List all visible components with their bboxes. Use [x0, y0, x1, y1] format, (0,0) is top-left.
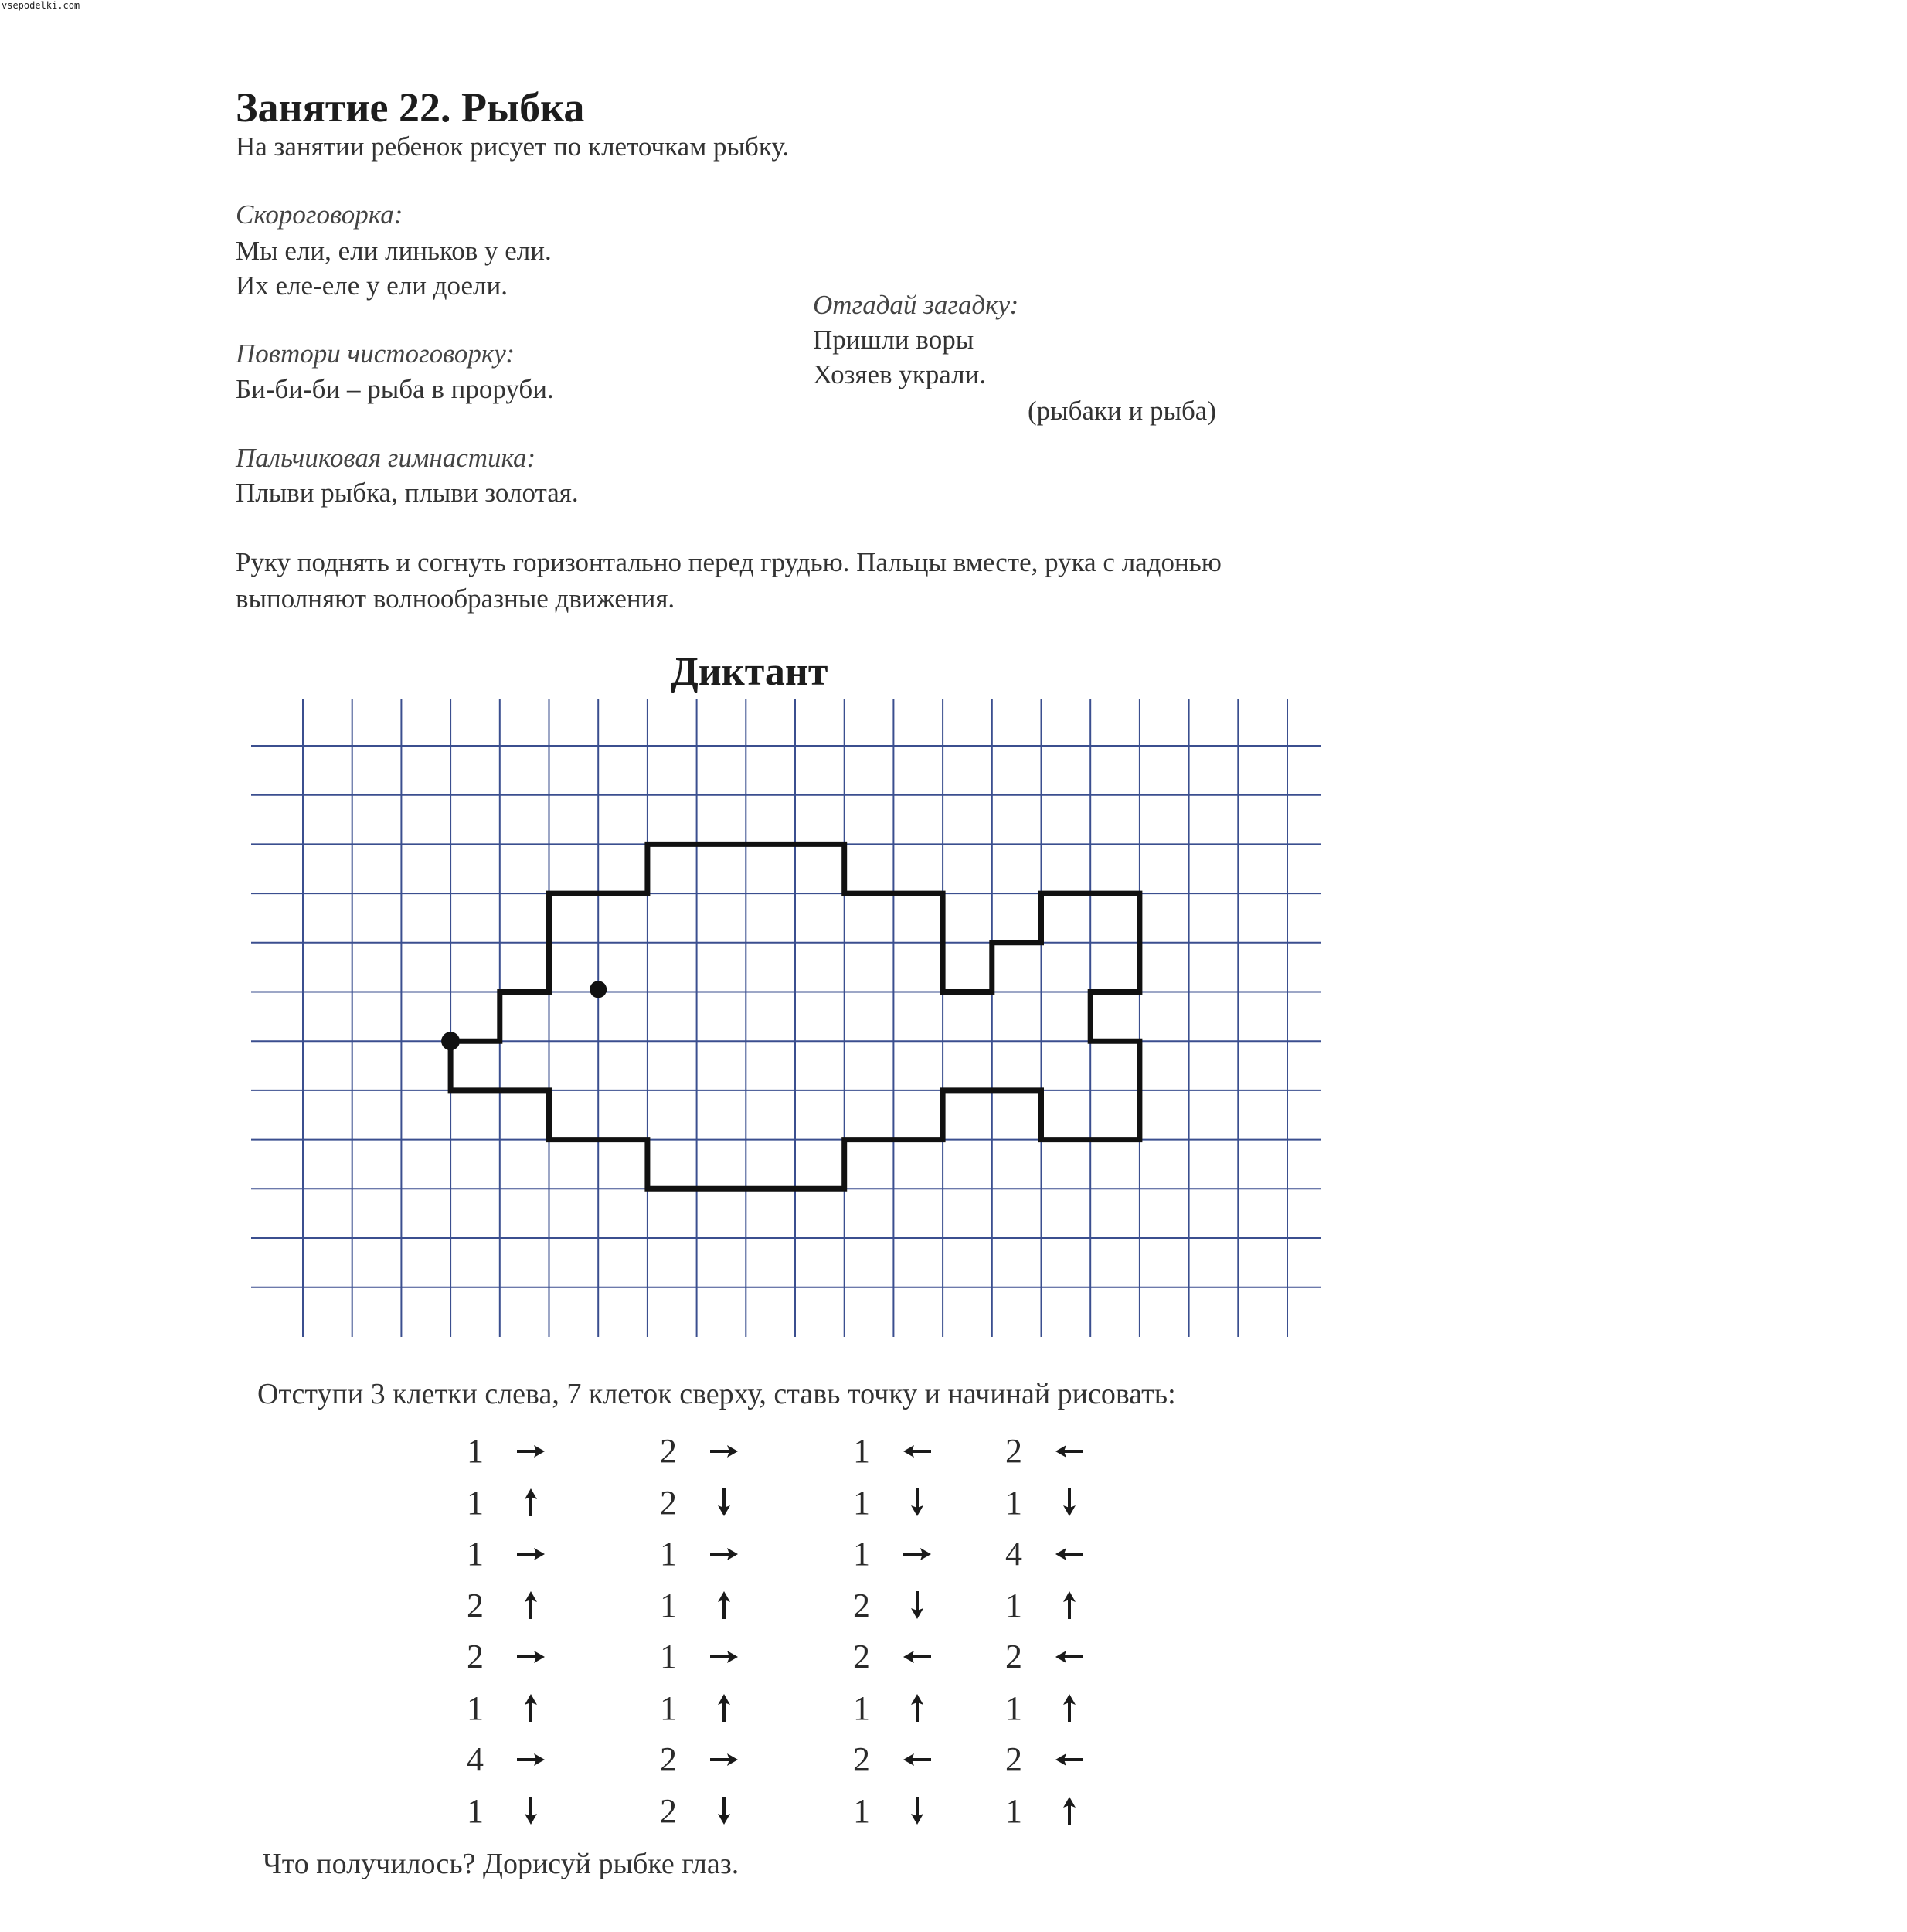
lesson-title: Занятие 22. Рыбка [236, 84, 585, 131]
riddle-line: Пришли воры [813, 325, 974, 355]
step-count: 2 [467, 1586, 484, 1624]
step-count: 1 [853, 1483, 870, 1522]
step-count: 1 [853, 1432, 870, 1470]
dictation-step [653, 1791, 743, 1831]
step-count: 2 [467, 1638, 484, 1675]
riddle-heading: Отгадай загадку: [813, 290, 1019, 320]
step-count: 2 [1005, 1740, 1022, 1778]
step-count: 2 [1005, 1638, 1022, 1675]
arrow-right-icon [705, 1743, 743, 1777]
dictation-step [998, 1431, 1088, 1471]
step-count: 1 [1005, 1791, 1022, 1830]
tongue-twister-line: Мы ели, ели линьков у ели. [236, 236, 552, 266]
step-count: 2 [853, 1740, 870, 1778]
pure-saying-heading: Повтори чистоговорку: [236, 338, 515, 369]
dictation-step [998, 1740, 1088, 1779]
step-count: 2 [853, 1586, 870, 1624]
finger-gym-description: Руку поднять и согнуть горизонтально перед грудью. Пальцы вместе, рука с ладонью [236, 547, 1222, 577]
dictation-step [460, 1689, 549, 1728]
step-count: 2 [853, 1638, 870, 1675]
final-question: Что получилось? Дорисуй рыбке глаз. [263, 1848, 739, 1880]
finger-gym-description: выполняют волнообразные движения. [236, 583, 675, 614]
arrow-down-icon [512, 1794, 549, 1828]
arrow-left-icon [899, 1743, 936, 1777]
step-count: 4 [1005, 1535, 1022, 1573]
arrow-up-icon [1051, 1588, 1088, 1622]
arrow-right-icon [705, 1434, 743, 1468]
step-count: 1 [660, 1638, 677, 1675]
step-count: 1 [467, 1483, 484, 1522]
dictation-step [998, 1483, 1088, 1522]
step-count: 1 [660, 1586, 677, 1624]
grid-lines [251, 699, 1321, 1337]
arrow-down-icon [1051, 1485, 1088, 1519]
step-count: 4 [467, 1740, 484, 1778]
arrow-left-icon [899, 1434, 936, 1468]
dictation-step [460, 1586, 549, 1625]
dictation-step [998, 1637, 1088, 1676]
step-count: 2 [660, 1740, 677, 1778]
tongue-twister-line: Их еле-еле у ели доели. [236, 270, 508, 301]
step-count: 1 [853, 1689, 870, 1727]
dictation-step [653, 1534, 743, 1573]
dictation-step [460, 1740, 549, 1779]
tongue-twister-heading: Скороговорка: [236, 199, 403, 230]
dictation-step [653, 1431, 743, 1471]
dictation-step [846, 1586, 936, 1625]
step-count: 1 [467, 1791, 484, 1830]
step-count: 1 [1005, 1586, 1022, 1624]
arrow-up-icon [512, 1691, 549, 1725]
dictation-step [846, 1431, 936, 1471]
dictation-title: Диктант [671, 650, 828, 694]
arrow-left-icon [1051, 1537, 1088, 1571]
dictation-step [460, 1791, 549, 1831]
arrow-up-icon [512, 1485, 549, 1519]
arrow-right-icon [512, 1434, 549, 1468]
step-count: 1 [853, 1535, 870, 1573]
arrow-down-icon [705, 1794, 743, 1828]
finger-gym-heading: Пальчиковая гимнастика: [236, 443, 536, 473]
dictation-step [460, 1637, 549, 1676]
dictation-instruction: Отступи 3 клетки слева, 7 клеток сверху, ставь точку и начинай рисовать: [257, 1378, 1176, 1410]
start-dot [441, 1032, 460, 1050]
watermark: vsepodelki.com [2, 0, 80, 11]
dictation-step [998, 1534, 1088, 1573]
step-count: 1 [467, 1535, 484, 1573]
arrow-up-icon [512, 1588, 549, 1622]
dictation-step [460, 1431, 549, 1471]
arrow-right-icon [705, 1537, 743, 1571]
arrow-down-icon [899, 1794, 936, 1828]
arrow-right-icon [512, 1743, 549, 1777]
arrow-right-icon [512, 1640, 549, 1674]
dictation-step [846, 1689, 936, 1728]
dictation-step [846, 1791, 936, 1831]
arrow-up-icon [1051, 1794, 1088, 1828]
dictation-step [998, 1586, 1088, 1625]
arrow-down-icon [899, 1485, 936, 1519]
arrow-up-icon [705, 1691, 743, 1725]
dictation-step [846, 1534, 936, 1573]
dictation-step [846, 1740, 936, 1779]
dictation-step [653, 1483, 743, 1522]
dictation-step [846, 1637, 936, 1676]
arrow-left-icon [899, 1640, 936, 1674]
riddle-line: Хозяев украли. [813, 359, 987, 389]
fish-eye-dot [590, 981, 607, 998]
step-count: 1 [1005, 1483, 1022, 1522]
riddle-answer: (рыбаки и рыба) [1028, 396, 1216, 426]
arrow-up-icon [705, 1588, 743, 1622]
arrow-right-icon [899, 1537, 936, 1571]
arrow-down-icon [705, 1485, 743, 1519]
step-count: 1 [467, 1432, 484, 1470]
arrow-right-icon [512, 1537, 549, 1571]
dictation-step [653, 1586, 743, 1625]
step-count: 1 [853, 1791, 870, 1830]
lesson-intro: На занятии ребенок рисует по клеточкам рыбку. [236, 131, 790, 162]
arrow-left-icon [1051, 1743, 1088, 1777]
step-count: 2 [1005, 1432, 1022, 1470]
dictation-step [998, 1689, 1088, 1728]
finger-gym-line: Плыви рыбка, плыви золотая. [236, 478, 579, 508]
dictation-step [460, 1483, 549, 1522]
dictation-step [653, 1740, 743, 1779]
step-count: 1 [467, 1689, 484, 1727]
dictation-step [998, 1791, 1088, 1831]
pure-saying-line: Би-би-би – рыба в проруби. [236, 374, 554, 404]
dictation-step [460, 1534, 549, 1573]
arrow-right-icon [705, 1640, 743, 1674]
step-count: 2 [660, 1432, 677, 1470]
step-count: 1 [660, 1535, 677, 1573]
arrow-up-icon [899, 1691, 936, 1725]
step-count: 2 [660, 1483, 677, 1522]
step-count: 1 [660, 1689, 677, 1727]
step-count: 2 [660, 1791, 677, 1830]
arrow-left-icon [1051, 1640, 1088, 1674]
dictation-step [653, 1689, 743, 1728]
arrow-down-icon [899, 1588, 936, 1622]
step-count: 1 [1005, 1689, 1022, 1727]
arrow-left-icon [1051, 1434, 1088, 1468]
arrow-up-icon [1051, 1691, 1088, 1725]
dictation-step [653, 1637, 743, 1676]
dictation-step [846, 1483, 936, 1522]
